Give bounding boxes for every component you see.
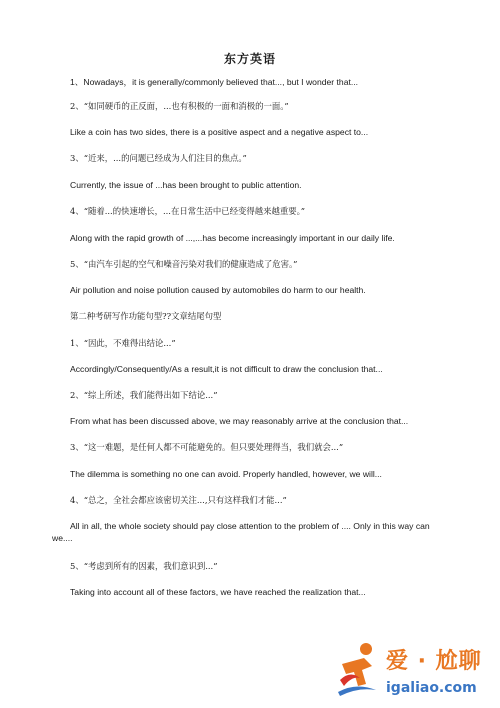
watermark-url: igaliao.com (386, 680, 477, 696)
watermark-logo (336, 640, 496, 706)
running-figure-logo-icon (336, 640, 380, 696)
ending-en-2: From what has been discussed above, we may reasonably arrive at the conclusion that... (70, 416, 409, 426)
sentence-en-4: Along with the rapid growth of ...,...has become increasingly important in our daily life. (70, 233, 395, 243)
sentence-cn-4: 4、“随着...的快速增长，...在日常生活中已经变得越来越重要。” (70, 206, 306, 216)
ending-en-4: All in all, the whole society should pay close attention to the problem of .... Only in this way can we.... (52, 521, 430, 543)
ending-en-1: Accordingly/Consequently/As a result,it is not difficult to draw the conclusion that... (70, 364, 383, 374)
ending-en-3: The dilemma is something no one can avoid. Properly handled, however, we will... (70, 469, 382, 479)
sentence-en-3: Currently, the issue of ...has been brought to public attention. (70, 180, 302, 190)
sentence-en-5: Air pollution and noise pollution caused by automobiles do harm to our health. (70, 285, 366, 295)
ending-en-5: Taking into account all of these factors, we have reached the realization that... (70, 587, 366, 597)
sentence-en-1: 1、Nowadays，it is generally/commonly believed that..., but I wonder that... (70, 77, 359, 87)
ending-cn-2: 2、“综上所述，我们能得出如下结论...” (70, 390, 218, 400)
sentence-cn-2: 2、“如同硬币的正反面，...也有积极的一面和消极的一面。” (70, 101, 289, 111)
ending-cn-5: 5、“考虑到所有的因素，我们意识到...” (70, 561, 218, 571)
section-heading: 第二种考研写作功能句型??文章结尾句型 (70, 311, 222, 321)
sentence-en-2: Like a coin has two sides, there is a positive aspect and a negative aspect to... (70, 127, 369, 137)
ending-cn-1: 1、“因此，不难得出结论...” (70, 338, 176, 348)
watermark-brand-text: 爱 · 尬聊 (386, 649, 482, 674)
ending-cn-4: 4、“总之，全社会都应该密切关注...,只有这样我们才能...” (70, 495, 287, 505)
sentence-cn-5: 5、“由汽车引起的空气和噪音污染对我们的健康造成了危害。” (70, 259, 298, 269)
document-title: 东方英语 (223, 52, 276, 66)
ending-cn-3: 3、“这一难题，是任何人都不可能避免的。但只要处理得当，我们就会...” (70, 442, 344, 452)
sentence-cn-3: 3、“近来，...的问题已经成为人们注目的焦点。” (70, 153, 247, 163)
